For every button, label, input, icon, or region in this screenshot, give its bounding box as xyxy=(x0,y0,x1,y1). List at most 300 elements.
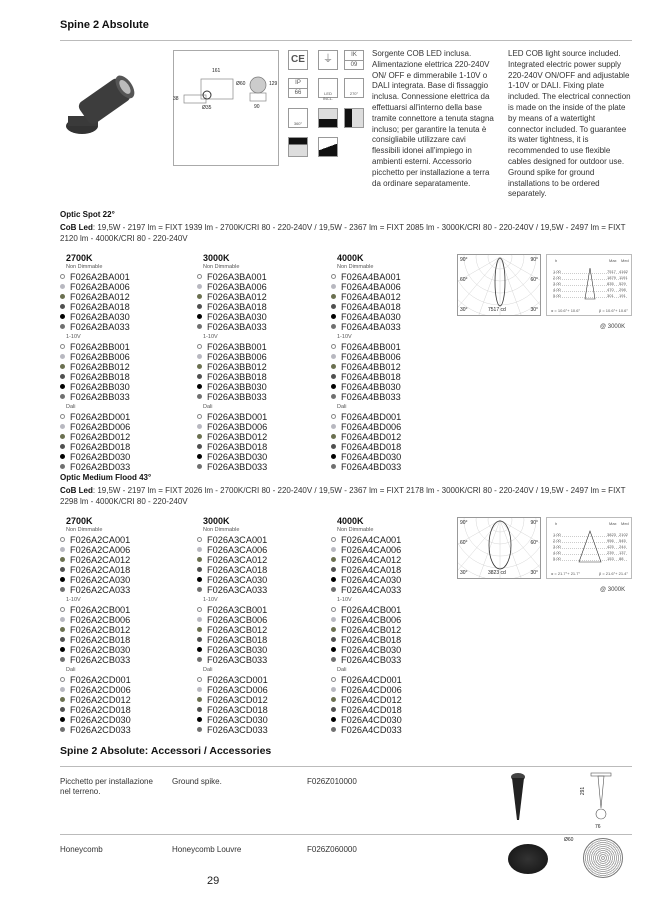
finish-color-icon xyxy=(197,304,202,309)
product-code xyxy=(60,645,190,655)
finish-color-icon xyxy=(197,394,202,399)
dim-length: 161 xyxy=(212,68,221,74)
code-text: F026A4CB001 xyxy=(341,605,402,615)
row-med: 137 xyxy=(619,550,626,555)
code-text: F026A2BD030 xyxy=(70,452,131,462)
code-text: F026A2CB012 xyxy=(70,625,131,635)
height-header: h xyxy=(555,258,558,263)
product-code xyxy=(197,715,327,725)
code-text: F026A3CB018 xyxy=(207,635,268,645)
code-text: F026A4BB030 xyxy=(341,382,401,392)
row-med: 2102 xyxy=(619,532,628,537)
finish-color-icon xyxy=(331,384,336,389)
accessory-en: Ground spike. xyxy=(172,777,222,786)
med-header: Med xyxy=(621,521,629,526)
product-code xyxy=(197,685,327,695)
product-code xyxy=(331,615,461,625)
code-text: F026A2CA006 xyxy=(70,545,131,555)
product-code xyxy=(331,565,461,575)
code-text: F026A3BD001 xyxy=(207,412,268,422)
product-code xyxy=(331,605,461,615)
finish-color-icon xyxy=(197,444,202,449)
code-text: F026A3BB018 xyxy=(207,372,267,382)
dimming-group-label: 1-10V xyxy=(337,597,352,603)
product-code xyxy=(331,382,461,392)
accessory-it: Picchetto per installazione nel terreno. xyxy=(60,777,153,796)
code-text: F026A3BA030 xyxy=(207,312,267,322)
product-code xyxy=(197,555,327,565)
product-code xyxy=(197,615,327,625)
code-text: F026A3CB033 xyxy=(207,655,268,665)
code-text: F026A3CA030 xyxy=(207,575,268,585)
finish-color-icon xyxy=(331,344,336,349)
code-text: F026A4BB001 xyxy=(341,342,401,352)
dimming-group-label: Non Dimmable xyxy=(203,527,240,533)
finish-color-icon xyxy=(331,557,336,562)
product-code xyxy=(197,372,327,382)
row-height: 2.00 xyxy=(553,538,561,543)
rotation-360-icon: 360° xyxy=(288,108,308,128)
temperature-label: 4000K xyxy=(337,516,364,526)
accessory-code: F026Z060000 xyxy=(307,845,357,854)
finish-color-icon xyxy=(60,677,65,682)
temperature-column xyxy=(331,253,461,472)
product-code xyxy=(331,535,461,545)
product-code xyxy=(197,645,327,655)
finish-color-icon xyxy=(197,677,202,682)
temperature-column xyxy=(60,516,190,735)
row-max: 153 xyxy=(607,556,614,561)
dim-height: 38 xyxy=(173,96,179,102)
product-code xyxy=(60,715,190,725)
peak-intensity: 3823 cd xyxy=(488,570,506,576)
code-text: F026A4CA006 xyxy=(341,545,402,555)
code-text: F026A2BA001 xyxy=(70,272,130,282)
product-code xyxy=(331,555,461,565)
wall-mount-icon xyxy=(344,108,364,128)
code-text: F026A3CA012 xyxy=(207,555,268,565)
product-code xyxy=(331,635,461,645)
row-max: 956 xyxy=(607,538,614,543)
product-code xyxy=(197,605,327,615)
alpha-angle: α = 21.7°+ 21.7° xyxy=(551,571,581,576)
finish-color-icon xyxy=(60,454,65,459)
row-height: 3.00 xyxy=(553,281,561,286)
product-code xyxy=(197,322,327,332)
finish-color-icon xyxy=(197,364,202,369)
product-code xyxy=(331,545,461,555)
code-text: F026A3BD012 xyxy=(207,432,268,442)
finish-color-icon xyxy=(197,637,202,642)
code-text: F026A2CB030 xyxy=(70,645,131,655)
finish-color-icon xyxy=(197,294,202,299)
finish-color-icon xyxy=(60,314,65,319)
ground-spike-image xyxy=(508,772,528,822)
ip-rating-icon: IP 66 xyxy=(288,78,308,98)
finish-color-icon xyxy=(60,697,65,702)
dimming-group-label: Non Dimmable xyxy=(203,264,240,270)
product-code xyxy=(60,382,190,392)
temperature-label: 3000K xyxy=(203,253,230,263)
finish-color-icon xyxy=(331,537,336,542)
description-english: LED COB light source included. Integrated electric power supply 220-240V ON/OFF and adjustable 1-10V or DALI. Fixing plate included. The electrical connection is made on the inside of the plate by means of a watertight connector included. To guarantee its water tightness, it is recommended to use flexible cables designed for outdoor use. Ground spike for ground installations to be ordered separately. xyxy=(508,49,631,199)
code-text: F026A4CB012 xyxy=(341,625,402,635)
code-text: F026A2CA030 xyxy=(70,575,131,585)
finish-color-icon xyxy=(60,647,65,652)
finish-color-icon xyxy=(197,687,202,692)
code-text: F026A4CB006 xyxy=(341,615,402,625)
code-text: F026A2CB006 xyxy=(70,615,131,625)
spec-text: : 19,5W - 2197 lm = FIXT 1939 lm - 2700K/CRI 80 - 220-240V / 19,5W - 2367 lm = FIXT 2085 lm - 3000K/CRI 80 - 220-240V / 19,5W - 2497 lm = FIXT 2120 lm - 4000K/CRI 80 - 220-240V xyxy=(60,223,626,243)
code-text: F026A4BB012 xyxy=(341,362,401,372)
product-code xyxy=(197,565,327,575)
code-text: F026A4BB033 xyxy=(341,392,401,402)
finish-color-icon xyxy=(331,637,336,642)
product-code xyxy=(331,292,461,302)
finish-color-icon xyxy=(60,324,65,329)
product-code xyxy=(60,312,190,322)
product-code xyxy=(197,462,327,472)
code-text: F026A4CD033 xyxy=(341,725,402,735)
finish-color-icon xyxy=(197,314,202,319)
code-text: F026A2BD006 xyxy=(70,422,131,432)
dim-width: 90 xyxy=(254,104,260,110)
product-code xyxy=(60,282,190,292)
product-code xyxy=(60,432,190,442)
code-text: F026A3CB006 xyxy=(207,615,268,625)
product-code xyxy=(331,705,461,715)
optic-spec xyxy=(60,485,635,507)
row-max: 239 xyxy=(607,550,614,555)
product-code xyxy=(60,705,190,715)
code-text: F026A3CA006 xyxy=(207,545,268,555)
finish-color-icon xyxy=(197,587,202,592)
angle-label: 90° xyxy=(460,257,468,263)
spike-width: 76 xyxy=(595,824,601,830)
row-med: 529 xyxy=(619,281,626,286)
finish-color-icon xyxy=(331,717,336,722)
finish-color-icon xyxy=(197,567,202,572)
angle-label: 30° xyxy=(460,307,468,313)
code-text: F026A2CA018 xyxy=(70,565,131,575)
code-text: F026A4BA001 xyxy=(341,272,401,282)
product-code xyxy=(197,282,327,292)
finish-color-icon xyxy=(197,717,202,722)
finish-color-icon xyxy=(197,707,202,712)
code-text: F026A3CA001 xyxy=(207,535,268,545)
code-text: F026A3CA033 xyxy=(207,585,268,595)
angle-label: 60° xyxy=(530,540,538,546)
product-image xyxy=(62,68,144,138)
code-text: F026A3BA012 xyxy=(207,292,267,302)
temperature-label: 4000K xyxy=(337,253,364,263)
product-code xyxy=(60,575,190,585)
dimming-group-label: Non Dimmable xyxy=(66,264,103,270)
product-code xyxy=(60,605,190,615)
product-code xyxy=(60,352,190,362)
illuminance-table xyxy=(546,254,632,316)
ground-mount-icon xyxy=(318,137,338,157)
angle-label: 60° xyxy=(460,540,468,546)
code-text: F026A3BA001 xyxy=(207,272,267,282)
code-text: F026A3BA018 xyxy=(207,302,267,312)
product-code xyxy=(60,545,190,555)
code-text: F026A3BD033 xyxy=(207,462,268,472)
max-header: Max xyxy=(609,258,617,263)
product-code xyxy=(197,725,327,735)
code-text: F026A3BD006 xyxy=(207,422,268,432)
title-divider xyxy=(60,40,632,41)
finish-color-icon xyxy=(60,577,65,582)
dim-head: Ø60 xyxy=(236,81,246,87)
code-text: F026A3CD033 xyxy=(207,725,268,735)
product-code xyxy=(331,695,461,705)
finish-color-icon xyxy=(197,657,202,662)
accessory-code: F026Z010000 xyxy=(307,777,357,786)
finish-color-icon xyxy=(60,464,65,469)
honeycomb-diameter: Ø60 xyxy=(564,837,574,843)
dimming-group-label: Dali xyxy=(337,667,347,673)
dimming-group-label: 1-10V xyxy=(66,597,81,603)
finish-color-icon xyxy=(197,557,202,562)
code-text: F026A4CD018 xyxy=(341,705,402,715)
code-text: F026A4BD033 xyxy=(341,462,402,472)
row-height: 1.00 xyxy=(553,269,561,274)
finish-color-icon xyxy=(331,394,336,399)
product-code xyxy=(331,675,461,685)
finish-color-icon xyxy=(60,274,65,279)
row-med: 298 xyxy=(619,287,626,292)
optic-spec xyxy=(60,222,635,244)
finish-color-icon xyxy=(60,284,65,289)
code-text: F026A2CD018 xyxy=(70,705,131,715)
product-code xyxy=(331,372,461,382)
product-code xyxy=(60,535,190,545)
product-code xyxy=(197,545,327,555)
product-code xyxy=(197,422,327,432)
code-text: F026A4BD001 xyxy=(341,412,402,422)
row-med: 4162 xyxy=(619,269,628,274)
code-text: F026A3BB006 xyxy=(207,352,267,362)
finish-color-icon xyxy=(197,627,202,632)
temperature-column xyxy=(60,253,190,472)
code-text: F026A4BD018 xyxy=(341,442,402,452)
dimming-group-label: Dali xyxy=(66,667,76,673)
code-text: F026A2CA033 xyxy=(70,585,131,595)
code-text: F026A3CB030 xyxy=(207,645,268,655)
peak-intensity: 7517 cd xyxy=(488,307,506,313)
code-text: F026A2CB033 xyxy=(70,655,131,665)
code-text: F026A2BB033 xyxy=(70,392,130,402)
dimming-group-label: 1-10V xyxy=(337,334,352,340)
description-italian: Sorgente COB LED inclusa. Alimentazione elettrica 220-240V ON/ OFF e dimmerabile 1-10V o DALI integrata. Base di fissaggio inclusa. Connessione elettrica da effettuarsi all'interno della base tramite connettore a tenuta stagna incluso; per garantire la tenuta è consigliabile utilizzare cavi flessibili idonei all'impiego in ambienti esterni. Accessorio picchetto per installazione a terra da ordinare separatamente. xyxy=(372,49,494,188)
temperature-condition: @ 3000K xyxy=(600,587,626,593)
row-med: 545 xyxy=(619,538,626,543)
product-code xyxy=(60,565,190,575)
product-code xyxy=(197,432,327,442)
dimming-group-label: 1-10V xyxy=(66,334,81,340)
product-code xyxy=(331,412,461,422)
row-med: 191 xyxy=(619,293,626,298)
finish-color-icon xyxy=(60,384,65,389)
finish-color-icon xyxy=(60,637,65,642)
beam-cone-icon xyxy=(577,267,603,303)
product-code xyxy=(331,352,461,362)
product-code xyxy=(60,615,190,625)
code-text: F026A2CD030 xyxy=(70,715,131,725)
row-height: 4.00 xyxy=(553,287,561,292)
finish-color-icon xyxy=(331,657,336,662)
row-height: 2.00 xyxy=(553,275,561,280)
finish-color-icon xyxy=(60,617,65,622)
spec-text: : 19,5W - 2197 lm = FIXT 2026 lm - 2700K/CRI 80 - 220-240V / 19,5W - 2367 lm = FIXT 2178 lm - 3000K/CRI 80 - 220-240V / 19,5W - 2497 lm = FIXT 2298 lm - 4000K/CRI 80 - 220-240V xyxy=(60,486,626,506)
accessories-title: Spine 2 Absolute: Accessori / Accessories xyxy=(60,745,272,757)
finish-color-icon xyxy=(331,697,336,702)
dimming-group-label: Non Dimmable xyxy=(66,527,103,533)
finish-color-icon xyxy=(197,537,202,542)
code-text: F026A3BB001 xyxy=(207,342,267,352)
optic-title: Optic Spot 22° xyxy=(60,210,115,219)
temperature-condition: @ 3000K xyxy=(600,324,626,330)
product-code xyxy=(60,725,190,735)
product-code xyxy=(331,322,461,332)
finish-color-icon xyxy=(197,647,202,652)
finish-color-icon xyxy=(331,587,336,592)
code-text: F026A3CD012 xyxy=(207,695,268,705)
product-code xyxy=(197,442,327,452)
temperature-label: 3000K xyxy=(203,516,230,526)
product-code xyxy=(331,715,461,725)
finish-color-icon xyxy=(60,374,65,379)
product-code xyxy=(331,685,461,695)
code-text: F026A4CA033 xyxy=(341,585,402,595)
product-code xyxy=(60,362,190,372)
code-text: F026A3BB012 xyxy=(207,362,267,372)
polar-diagram xyxy=(457,254,541,316)
angle-label: 90° xyxy=(530,257,538,263)
angle-label: 30° xyxy=(530,307,538,313)
finish-color-icon xyxy=(331,354,336,359)
finish-color-icon xyxy=(331,374,336,379)
code-text: F026A2BB012 xyxy=(70,362,130,372)
product-code xyxy=(197,392,327,402)
product-code xyxy=(197,342,327,352)
angle-label: 60° xyxy=(460,277,468,283)
code-text: F026A3CD030 xyxy=(207,715,268,725)
code-text: F026A2BB006 xyxy=(70,352,130,362)
code-text: F026A2CD001 xyxy=(70,675,131,685)
product-code xyxy=(60,392,190,402)
code-text: F026A3BB030 xyxy=(207,382,267,392)
product-code xyxy=(197,292,327,302)
finish-color-icon xyxy=(331,304,336,309)
alpha-angle: α = 10.6°+ 10.6° xyxy=(551,308,581,313)
finish-color-icon xyxy=(60,434,65,439)
beta-angle: β = 21.6°+ 21.4° xyxy=(598,571,628,576)
code-text: F026A4CD012 xyxy=(341,695,402,705)
finish-color-icon xyxy=(331,454,336,459)
product-code xyxy=(197,302,327,312)
ce-mark-icon: CE xyxy=(288,50,308,70)
row-max: 301 xyxy=(607,293,614,298)
product-code xyxy=(60,422,190,432)
code-text: F026A4CA030 xyxy=(341,575,402,585)
product-code xyxy=(60,625,190,635)
code-text: F026A4CD006 xyxy=(341,685,402,695)
code-text: F026A2BA030 xyxy=(70,312,130,322)
finish-color-icon xyxy=(331,627,336,632)
angle-label: 90° xyxy=(530,520,538,526)
code-text: F026A2CB001 xyxy=(70,605,131,615)
code-text: F026A2BB018 xyxy=(70,372,130,382)
finish-color-icon xyxy=(331,414,336,419)
product-code xyxy=(331,462,461,472)
product-code xyxy=(197,635,327,645)
finish-color-icon xyxy=(60,394,65,399)
product-code xyxy=(331,725,461,735)
finish-color-icon xyxy=(60,627,65,632)
page-number: 29 xyxy=(207,875,220,887)
code-text: F026A2BA006 xyxy=(70,282,130,292)
product-code xyxy=(197,625,327,635)
code-text: F026A2CD006 xyxy=(70,685,131,695)
product-code xyxy=(197,705,327,715)
product-code xyxy=(331,432,461,442)
code-text: F026A4BA012 xyxy=(341,292,401,302)
finish-color-icon xyxy=(60,717,65,722)
finish-color-icon xyxy=(60,304,65,309)
dimming-group-label: Dali xyxy=(66,404,76,410)
finish-color-icon xyxy=(331,314,336,319)
spec-label: CoB Led xyxy=(60,486,93,495)
product-code xyxy=(60,322,190,332)
code-text: F026A3CD006 xyxy=(207,685,268,695)
finish-color-icon xyxy=(60,444,65,449)
dimming-group-label: 1-10V xyxy=(203,334,218,340)
product-code xyxy=(331,282,461,292)
finish-color-icon xyxy=(197,414,202,419)
code-text: F026A4CD030 xyxy=(341,715,402,725)
finish-color-icon xyxy=(331,434,336,439)
code-text: F026A2BD018 xyxy=(70,442,131,452)
product-code xyxy=(331,272,461,282)
product-code xyxy=(331,442,461,452)
angle-label: 30° xyxy=(460,570,468,576)
product-code xyxy=(197,675,327,685)
finish-color-icon xyxy=(331,707,336,712)
finish-color-icon xyxy=(197,607,202,612)
product-code xyxy=(60,585,190,595)
code-text: F026A2BD001 xyxy=(70,412,131,422)
product-code xyxy=(197,272,327,282)
temperature-column xyxy=(197,253,327,472)
finish-color-icon xyxy=(331,727,336,732)
product-code xyxy=(331,342,461,352)
row-max: 7517 xyxy=(607,269,616,274)
product-code xyxy=(331,422,461,432)
code-text: F026A3CA018 xyxy=(207,565,268,575)
finish-color-icon xyxy=(60,537,65,542)
code-text: F026A3BB033 xyxy=(207,392,267,402)
row-height: 1.00 xyxy=(553,532,561,537)
angle-label: 90° xyxy=(460,520,468,526)
finish-color-icon xyxy=(331,284,336,289)
finish-color-icon xyxy=(197,727,202,732)
product-code xyxy=(60,462,190,472)
finish-color-icon xyxy=(331,577,336,582)
product-code xyxy=(197,362,327,372)
beta-angle: β = 10.6°+ 10.6° xyxy=(598,308,628,313)
